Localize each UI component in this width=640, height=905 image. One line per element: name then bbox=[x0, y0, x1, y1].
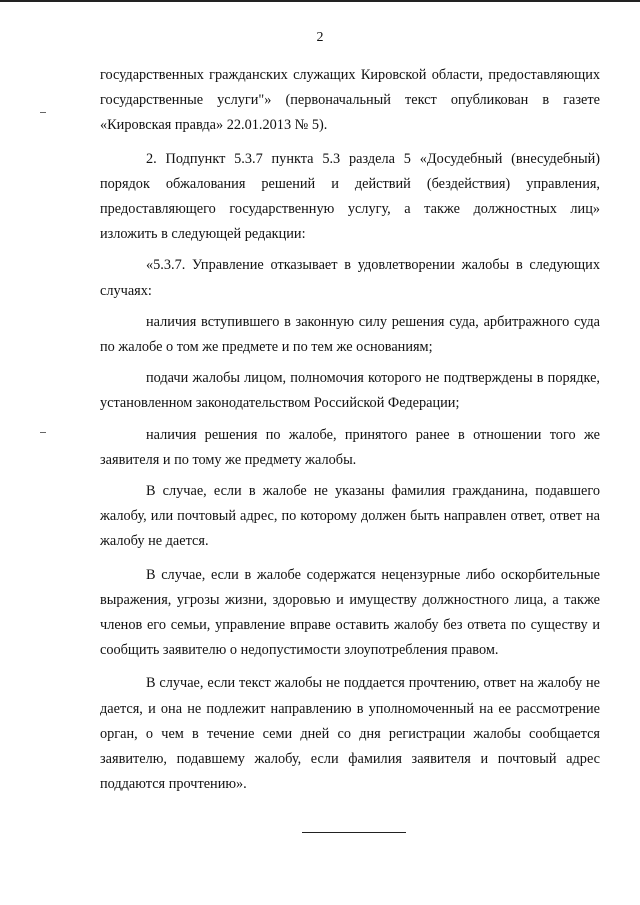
margin-tick-mark bbox=[40, 112, 46, 113]
paragraph-case-court-decision: наличия вступившего в законную силу решения суда, арбитражного суда по жалобе о том же предмете и по тем же основаниям; bbox=[100, 313, 600, 356]
paragraph-clause-5-3-7: «5.3.7. Управление отказывает в удовлетворении жалобы в следующих случаях: bbox=[100, 257, 600, 299]
page-number: 2 bbox=[316, 30, 324, 45]
paragraph-continuation: государственных гражданских служащих Кировской области, предоставляющих государственные услуги"» (первоначальный текст опубликован в газете «Кировская правда» 22.01.2013 № 5). bbox=[100, 67, 600, 134]
paragraph-unreadable-text: В случае, если текст жалобы не поддается прочтению, ответ на жалобу не дается, и она не подлежит направлению в уполномоченный на ее рассмотрение орган, о чем в течение семи дней со дня регистрации жалобы сообщается заявителю, подавшему жалобу, если фамилия заявителя и почтовый адрес поддаются прочтению». bbox=[100, 675, 600, 793]
paragraph-obscene-content: В случае, если в жалобе содержатся нецензурные либо оскорбительные выражения, угрозы жизни, здоровью и имуществу должностного лица, а также членов его семьи, управление вправе оставить жалобу без ответа по существу и сообщить заявителю о недопустимости злоупотребления правом. bbox=[100, 566, 600, 659]
closing-rule bbox=[302, 832, 406, 833]
paragraph-no-name-address: В случае, если в жалобе не указаны фамилия гражданина, подавшего жалобу, или почтовый адрес, по которому должен быть направлен ответ, ответ на жалобу не дается. bbox=[100, 483, 600, 550]
paragraph-case-prior-decision: наличия решения по жалобе, принятого ранее в отношении того же заявителя и по тому же предмету жалобы. bbox=[100, 426, 600, 468]
document-body bbox=[100, 63, 600, 797]
margin-tick-mark bbox=[40, 432, 46, 433]
page-top-border bbox=[0, 0, 640, 2]
paragraph-case-no-authority: подачи жалобы лицом, полномочия которого не подтверждены в порядке, установленном законодательством Российской Федерации; bbox=[100, 370, 600, 412]
paragraph-item-2: 2. Подпункт 5.3.7 пункта 5.3 раздела 5 «Досудебный (внесудебный) порядок обжалования решений и действий (бездействия) управления, предоставляющего государственную услугу, а также должностных лиц» изложить в следующей редакции: bbox=[100, 150, 600, 243]
